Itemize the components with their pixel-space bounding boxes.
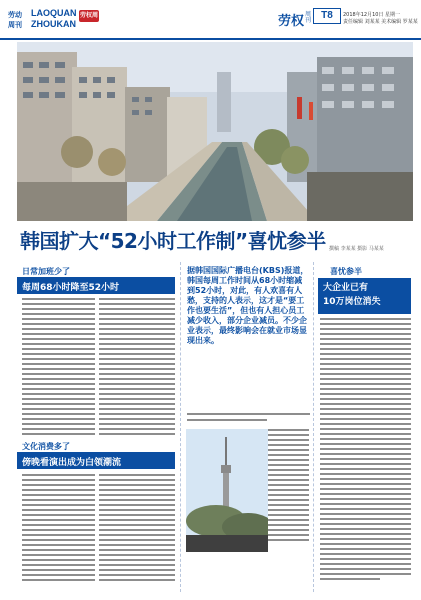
main-photo [17, 42, 413, 221]
right-body-text [320, 318, 411, 588]
column-divider-1 [180, 262, 182, 592]
masthead [0, 0, 421, 44]
masthead-brand-cn-bottom: 周刊 [8, 22, 22, 29]
right-section-bar [318, 278, 411, 314]
masthead-brand-cn-top: 劳动 [8, 12, 22, 19]
masthead-brand-en-top: LAOQUAN [31, 8, 77, 18]
masthead-divider [0, 38, 421, 40]
callout-text: 据韩国国际广播电台(KBS)报道，韩国每周工作时间从68小时缩减到52小时，对此，有人欢喜有人愁，支持的人表示，这才是“要工作也要生活”，但也有人担心员工减少收入，部分企业减员。不少企业表示，最终影响会在就业市场显现出来。 [187, 266, 309, 345]
editors-credit: 责任编辑 刘某某 美术编辑 罗某某 [343, 19, 418, 25]
right-section-bar-line1: 大企业已有 [323, 283, 369, 293]
issue-date: 2018年12月10日 星期一 [343, 12, 401, 18]
tower-photo [186, 429, 268, 552]
byline: 撰稿 李某某 摄影 马某某 [329, 246, 384, 252]
masthead-brand-en-bottom: ZHOUKAN [31, 19, 76, 29]
culture-section-header: 文化消费多了 [22, 442, 70, 451]
page-number: T8 [313, 8, 341, 24]
culture-body-text-col2 [99, 474, 175, 586]
section-subtitle: 周刊 [305, 11, 312, 24]
culture-section-bar: 傍晚看演出成为白领潮流 [17, 452, 175, 469]
right-section-header: 喜忧参半 [330, 267, 362, 276]
middle-body-text-top [187, 411, 310, 425]
left-body-text-col2 [99, 298, 175, 448]
right-section-bar-line2: 10万岗位消失 [323, 297, 381, 307]
column-divider-2 [313, 262, 315, 592]
middle-body-text-right [263, 429, 309, 549]
culture-body-text-col1 [22, 474, 95, 586]
left-body-text-col1 [22, 298, 95, 448]
left-section-header: 日常加班少了 [22, 267, 70, 276]
headline: 韩国扩大“52小时工作制”喜忧参半 [20, 229, 326, 253]
left-section-bar: 每周68小时降至52小时 [17, 277, 175, 294]
section-title: 劳权 [278, 14, 305, 29]
masthead-seal: 劳权周刊 [79, 12, 98, 31]
